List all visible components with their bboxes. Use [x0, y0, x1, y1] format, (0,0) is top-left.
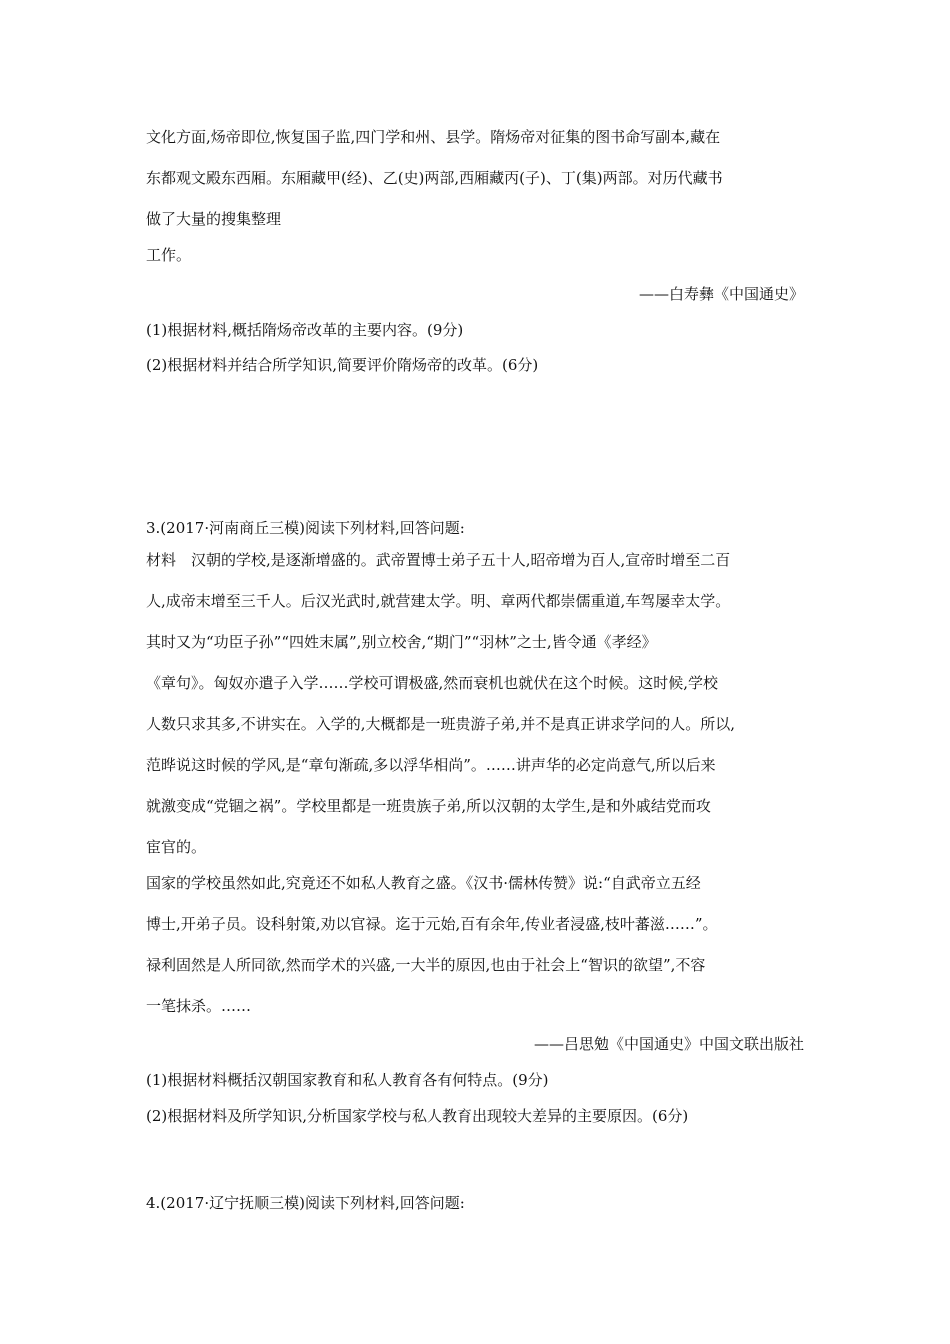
- source-citation: ——吕思勉《中国通史》中国文联出版社: [533, 1035, 804, 1053]
- paragraph-line: 博士,开弟子员。设科射策,劝以官禄。迄于元始,百有余年,传业者浸盛,枝叶蕃滋……”。: [146, 915, 718, 933]
- paragraph-line: 就激变成“党锢之祸”。学校里都是一班贵族子弟,所以汉朝的太学生,是和外戚结党而攻: [146, 797, 711, 815]
- paragraph-line: 范晔说这时候的学风,是“章句渐疏,多以浮华相尚”。……讲声华的必定尚意气,所以后来: [146, 756, 716, 774]
- paragraph-line: 东都观文殿东西厢。东厢藏甲(经)、乙(史)两部,西厢藏丙(子)、丁(集)两部。对历代藏书: [146, 169, 723, 187]
- question-item: (2)根据材料并结合所学知识,简要评价隋炀帝的改革。(6分): [146, 356, 539, 374]
- question-item: (2)根据材料及所学知识,分析国家学校与私人教育出现较大差异的主要原因。(6分): [146, 1107, 689, 1125]
- paragraph-line: 禄利固然是人所同欲,然而学术的兴盛,一大半的原因,也由于社会上“智识的欲望”,不容: [146, 956, 706, 974]
- paragraph-line: 工作。: [146, 246, 192, 264]
- paragraph-line: 材料 汉朝的学校,是逐渐增盛的。武帝置博士弟子五十人,昭帝增为百人,宣帝时增至二百: [146, 551, 731, 569]
- question-header: 3.(2017·河南商丘三模)阅读下列材料,回答问题:: [146, 519, 465, 537]
- paragraph-line: 文化方面,炀帝即位,恢复国子监,四门学和州、县学。隋炀帝对征集的图书命写副本,藏在: [146, 128, 721, 146]
- paragraph-line: 《章句》。匈奴亦遣子入学……学校可谓极盛,然而衰机也就伏在这个时候。这时候,学校: [146, 674, 719, 692]
- paragraph-line: 人,成帝末增至三千人。后汉光武时,就营建太学。明、章两代都崇儒重道,车驾屡幸太学。: [146, 592, 731, 610]
- source-citation: ——白寿彝《中国通史》: [638, 285, 804, 303]
- question-item: (1)根据材料,概括隋炀帝改革的主要内容。(9分): [146, 321, 464, 339]
- paragraph-line: 宦官的。: [146, 838, 207, 856]
- paragraph-line: 其时又为“功臣子孙”“四姓末属”,别立校舍,“期门”“羽林”之士,皆令通《孝经》: [146, 633, 657, 651]
- paragraph-line: 做了大量的搜集整理: [146, 210, 282, 228]
- paragraph-line: 国家的学校虽然如此,究竟还不如私人教育之盛。《汉书·儒林传赞》说:“自武帝立五经: [146, 874, 701, 892]
- question-header: 4.(2017·辽宁抚顺三模)阅读下列材料,回答问题:: [146, 1194, 465, 1212]
- paragraph-line: 人数只求其多,不讲实在。入学的,大概都是一班贵游子弟,并不是真正讲求学问的人。所以,: [146, 715, 736, 733]
- question-item: (1)根据材料概括汉朝国家教育和私人教育各有何特点。(9分): [146, 1071, 549, 1089]
- paragraph-line: 一笔抹杀。……: [146, 997, 252, 1015]
